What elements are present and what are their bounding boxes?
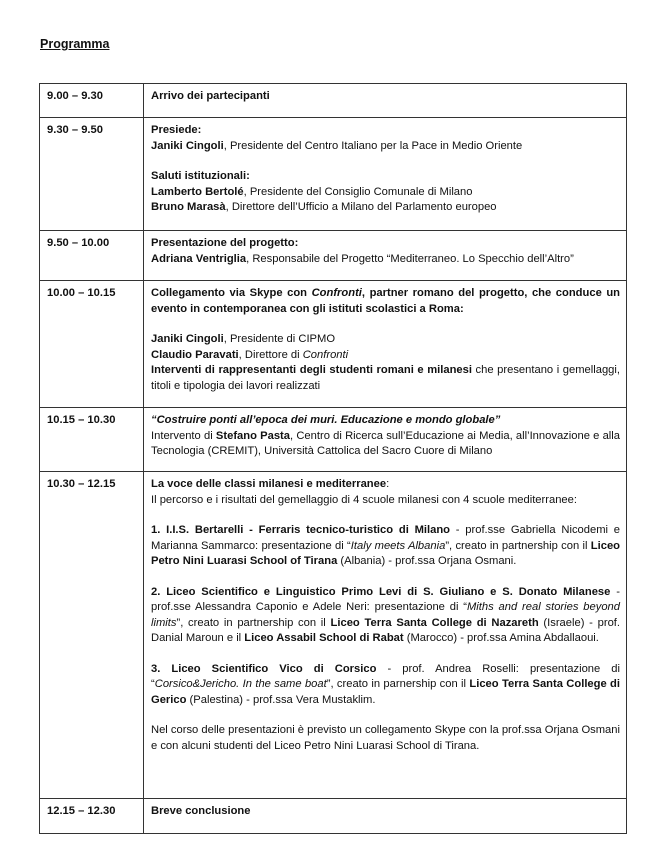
- table-row: [40, 799, 627, 834]
- content-cell: [144, 118, 627, 231]
- session-title: Arrivo dei partecipanti: [151, 90, 270, 102]
- speaker-line: Bruno Marasà, Direttore dell’Ufficio a Milano del Parlamento europeo: [151, 201, 497, 213]
- content-cell: [144, 408, 627, 472]
- table-row: [40, 84, 627, 118]
- speaker-line: Janiki Cingoli, Presidente di CIPMO: [151, 333, 336, 345]
- speaker-name: Bruno Marasà: [151, 201, 226, 213]
- speaker-line: Interventi di rappresentanti degli studenti romani e milanesi che presentano i gemellaggi, titoli e tipologia dei lavori realizzati: [151, 364, 621, 392]
- time-cell: 9.50 – 10.00: [40, 231, 144, 281]
- school-item: 1. I.I.S. Bertarelli - Ferraris tecnico-turistico di Milano - prof.sse Gabriella Nicodemi e Marianna Sammarco: presentazione di “Italy meets Albania”, creato in partnership con il Liceo Petro Nini Luarasi School of Tirana (Albania) - prof.ssa Orjana Osmani.: [151, 524, 621, 567]
- table-row: [40, 281, 627, 408]
- content-cell: [144, 231, 627, 281]
- time-cell: 9.00 – 9.30: [40, 84, 144, 118]
- speaker-line: Janiki Cingoli, Presidente del Centro Italiano per la Pace in Medio Oriente: [151, 139, 523, 152]
- speaker-name: Stefano Pasta: [215, 429, 291, 442]
- schedule-table: [39, 83, 627, 834]
- time-cell: 10.00 – 10.15: [40, 281, 144, 408]
- time-cell: 12.15 – 12.30: [40, 799, 144, 834]
- session-title: Breve conclusione: [151, 805, 251, 817]
- table-row: [40, 231, 627, 281]
- content-cell: [144, 472, 627, 799]
- speaker-line: Adriana Ventriglia, Responsabile del Progetto “Mediterraneo. Lo Specchio dell’Altro”: [151, 252, 574, 265]
- section-heading: Collegamento via Skype con Confronti, partner romano del progetto, che conduce un evento in contemporanea con gli istituti scolastici a Roma:: [151, 287, 621, 315]
- table-row: [40, 472, 627, 799]
- content-cell: [144, 84, 627, 118]
- content-cell: [144, 281, 627, 408]
- speaker-line: Claudio Paravati, Direttore di Confronti: [151, 348, 349, 361]
- closing-text: Nel corso delle presentazioni è previsto un collegamento Skype con la prof.ssa Orjana Osmani e con alcuni studenti del Liceo Petro Nini Luarasi School di Tirana.: [151, 724, 620, 752]
- speaker-name: Adriana Ventriglia: [151, 252, 247, 265]
- speaker-name: Claudio Paravati: [151, 348, 239, 361]
- table-row: [40, 408, 627, 472]
- time-cell: 10.30 – 12.15: [40, 472, 144, 799]
- table-row: [40, 118, 627, 231]
- school-item: 3. Liceo Scientifico Vico di Corsico - prof. Andrea Roselli: presentazione di “Corsico&Jericho. In the same boat”, creato in parnership con il Liceo Terra Santa College di Gerico (Palestina) - prof.ssa Vera Mustaklim.: [151, 662, 621, 706]
- speaker-name: Janiki Cingoli: [151, 139, 224, 152]
- speaker-name: Lamberto Bertolé: [151, 185, 244, 198]
- school-item: 2. Liceo Scientifico e Linguistico Primo Levi di S. Giuliano e S. Donato Milanese - prof.sse Alessandra Caponio e Adele Neri: presentazione di “Miths and real stories beyond limits”, creato in partnership con il Liceo Terra Santa College di Nazareth (Israele) - prof. Danial Maroun e il Liceo Assabil School di Rabat (Marocco) - prof.ssa Amina Abdallaoui.: [151, 585, 621, 644]
- section-label: Saluti istituzionali:: [151, 170, 250, 182]
- intro-text: Il percorso e i risultati del gemellaggio di 4 scuole milanesi con 4 scuole mediterranee:: [151, 493, 577, 506]
- session-title: “Costruire ponti all’epoca dei muri. Educazione e mondo globale”: [151, 414, 501, 426]
- section-heading: La voce delle classi milanesi e mediterranee:: [151, 478, 390, 490]
- section-label: Presiede:: [151, 124, 202, 136]
- time-cell: 9.30 – 9.50: [40, 118, 144, 231]
- content-cell: [144, 799, 627, 834]
- speaker-name: Janiki Cingoli: [151, 333, 224, 345]
- section-label: Presentazione del progetto:: [151, 237, 299, 249]
- time-cell: 10.15 – 10.30: [40, 408, 144, 472]
- speaker-line: Intervento di Stefano Pasta, Centro di Ricerca sull’Educazione ai Media, all’Innovazione e alla Tecnologia (CREMIT), Università Cattolica del Sacro Cuore di Milano: [151, 429, 620, 457]
- speaker-line: Lamberto Bertolé, Presidente del Consiglio Comunale di Milano: [151, 185, 473, 198]
- page-title: Programma: [40, 37, 110, 51]
